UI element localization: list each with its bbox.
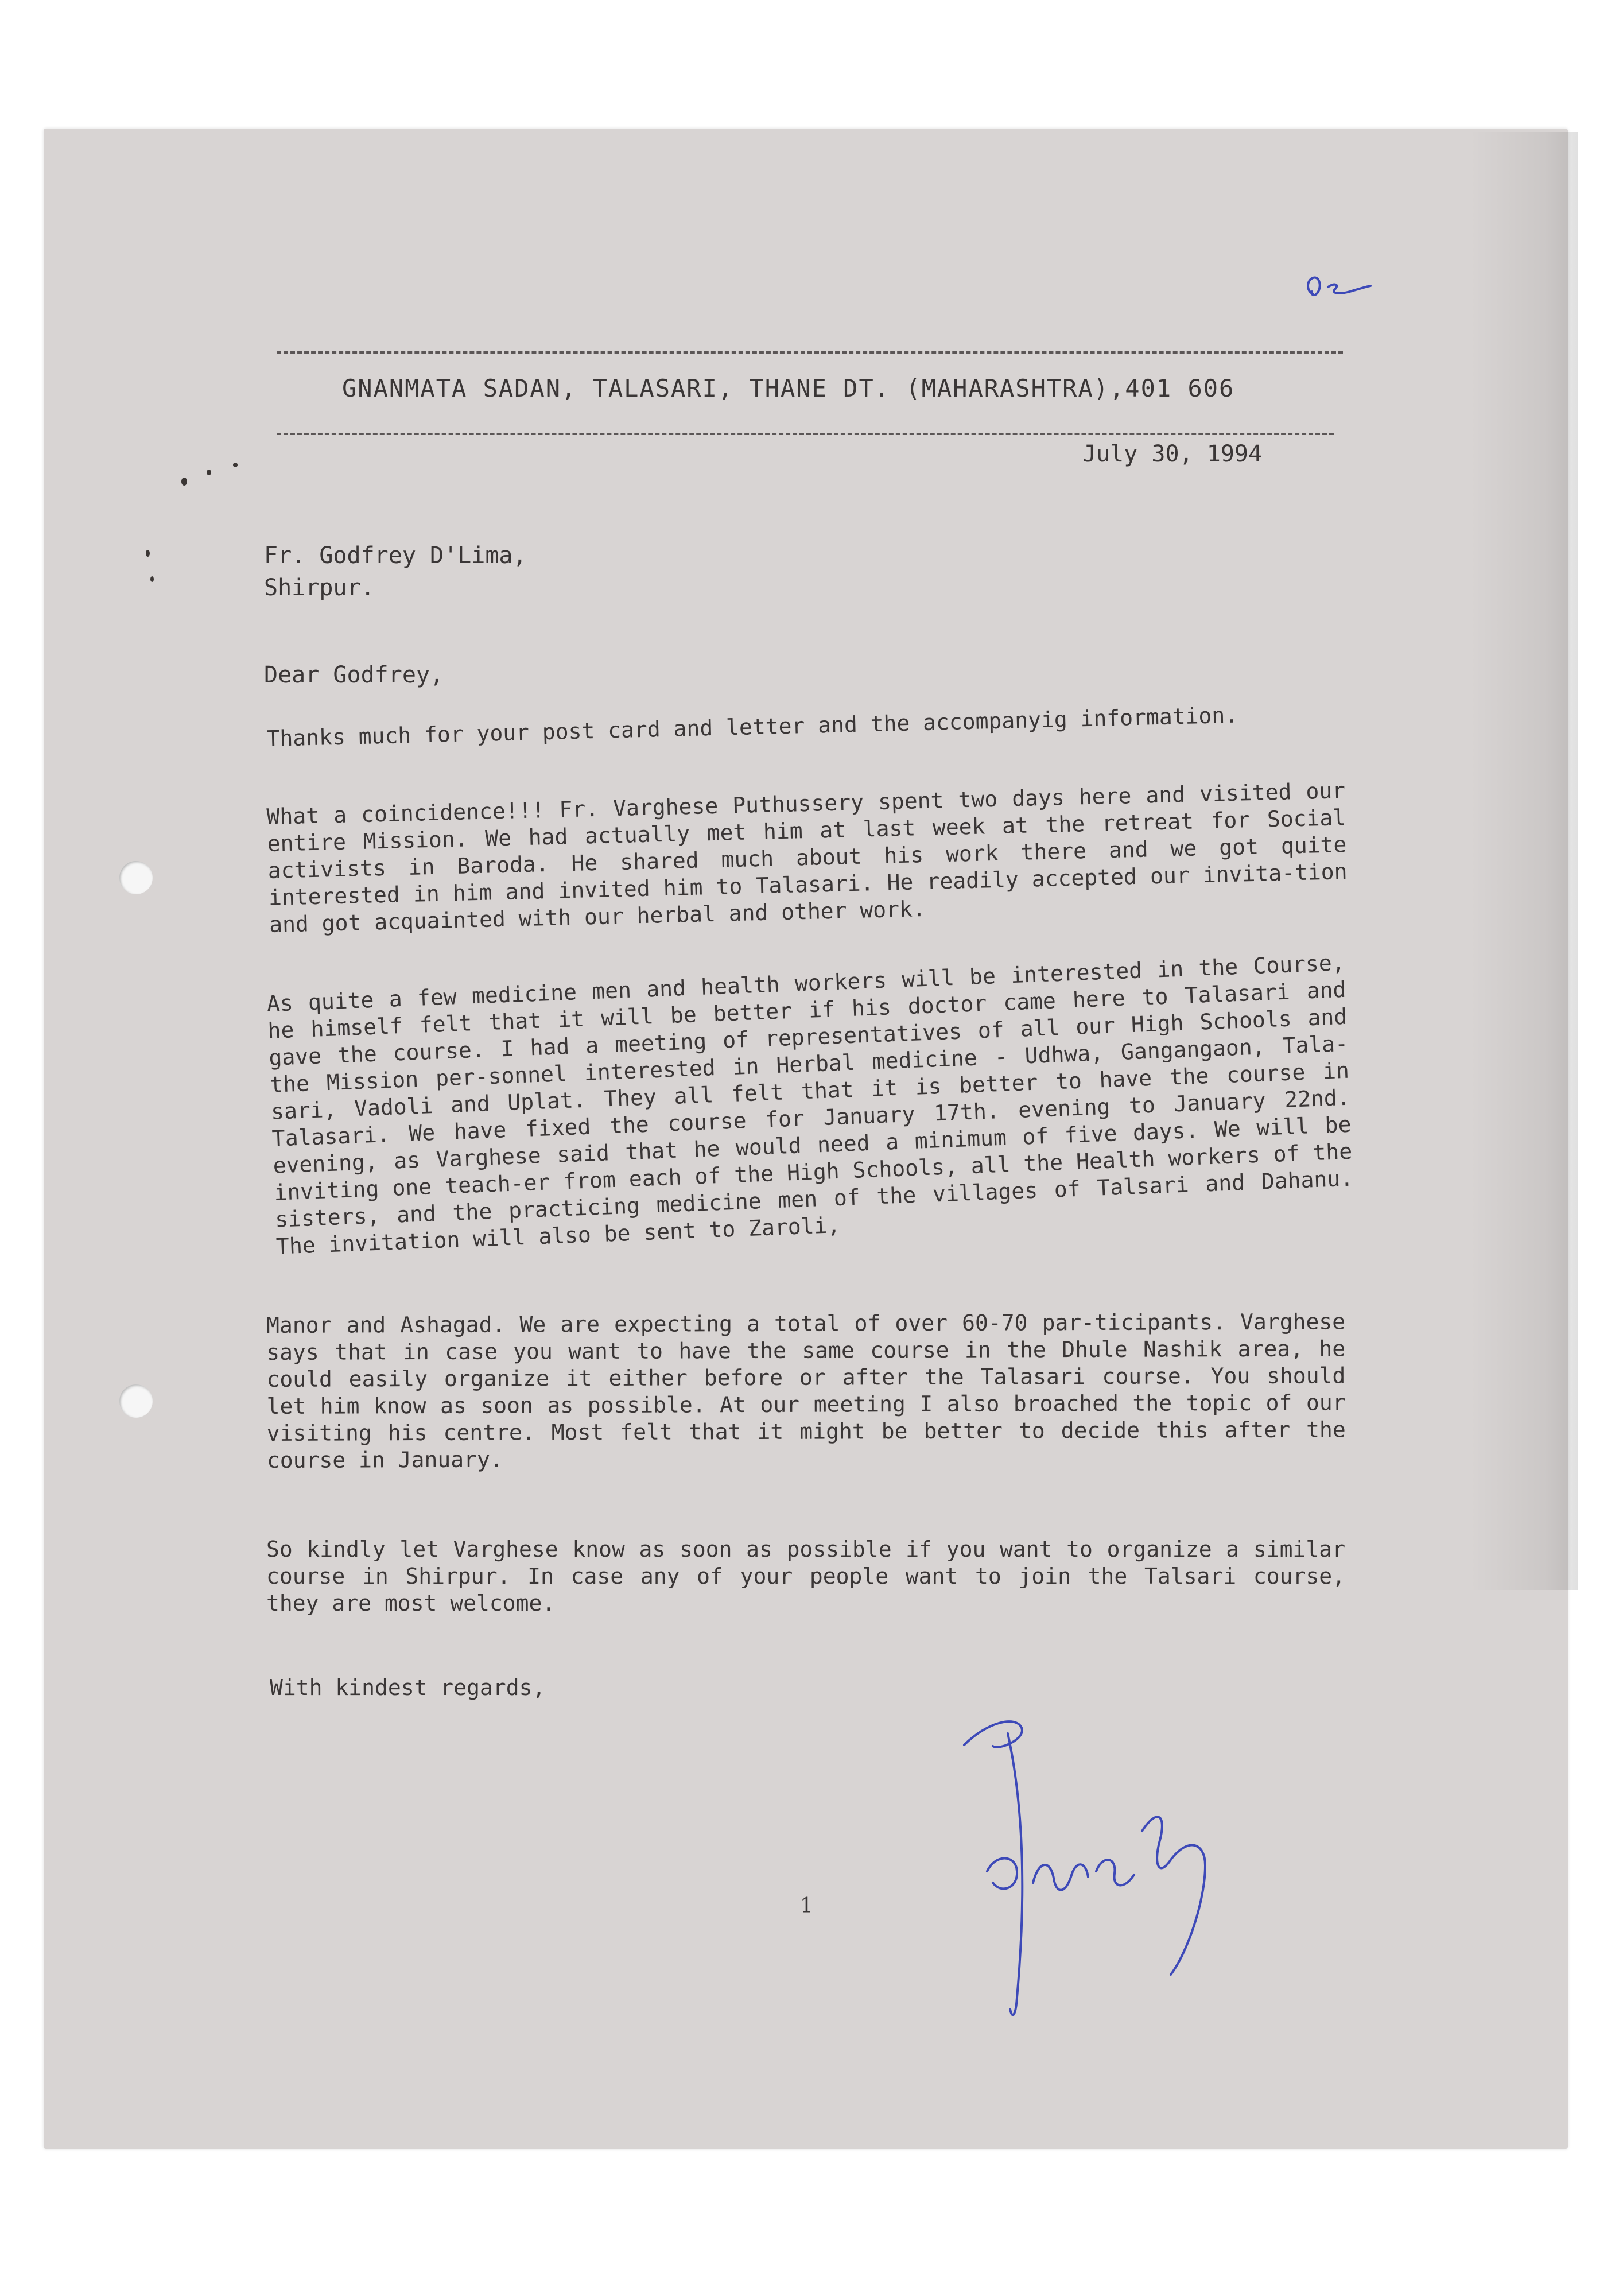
ink-speck xyxy=(207,470,211,475)
ink-speck xyxy=(150,576,154,582)
paragraph-course-details: As quite a few medicine men and health workers will be interested in the Course, he himself felt that it will be better if his doctor came here to Talasari and gave the course. I had a meeting of representatives of all our High Schools and the Mission per-sonnel interested in Herbal medicine - Udhwa, Gangangaon, Tala-sari, Vadoli and Uplat. They all felt that it is better to have the course in Talasari. We have fixed the course for January 17th. evening to January 22nd. evening, as Varghese said that he would need a minimum of five days. We will be inviting one teach-er from each of the High Schools, all the Health workers of the sisters, and the practicing medicine men of the villages of Talsari and Dahanu. The invitation will also be sent to Zaroli, xyxy=(266,949,1354,1259)
letterhead-address: GNANMATA SADAN, TALASARI, THANE DT. (MAHARASHTRA),401 606 xyxy=(342,374,1235,402)
handwritten-initials xyxy=(1303,265,1377,305)
ink-speck xyxy=(181,478,187,486)
letterhead-rule-bottom xyxy=(277,433,1334,435)
page-number: 1 xyxy=(800,1894,813,1918)
paragraph-participants: Manor and Ashagad. We are expecting a total of over 60-70 par-ticipants. Varghese says that in case you want to have the same course in the Dhule Nashik area, he could easily organize it either before or after the Talasari course. You should let him know as soon as possible. At our meeting I also broached the topic of our visiting his centre. Most felt that it might be better to decide this after the course in January. xyxy=(266,1309,1346,1473)
closing: With kindest regards, xyxy=(270,1675,546,1700)
ink-speck xyxy=(233,463,238,467)
letterhead-rule-top xyxy=(277,351,1343,354)
punch-hole-top xyxy=(119,861,153,894)
paragraph-request: So kindly let Varghese know as soon as possible if you want to organize a similar course in Shirpur. In case any of your people want to join the Talsari course, they are most welcome. xyxy=(266,1537,1345,1616)
letter-date: July 30, 1994 xyxy=(1082,441,1263,467)
punch-hole-bottom xyxy=(119,1384,153,1418)
ink-speck xyxy=(146,550,150,557)
paragraph-thanks: Thanks much for your post card and letter and the accompanyig information. xyxy=(266,702,1238,751)
handwritten-signature xyxy=(953,1711,1228,2032)
recipient-place: Shirpur. xyxy=(264,575,375,601)
paragraph-coincidence: What a coincidence!!! Fr. Varghese Puthussery spent two days here and visited our entire Mission. We had actually met him at last week at the retreat for Social activists in Baroda. He shared much about his work there and we got quite interested in him and invited him to Talasari. He readily accepted our invita-tion and got acquainted with our herbal and other work. xyxy=(266,778,1348,937)
recipient-name: Fr. Godfrey D'Lima, xyxy=(264,542,527,569)
salutation: Dear Godfrey, xyxy=(264,662,444,688)
